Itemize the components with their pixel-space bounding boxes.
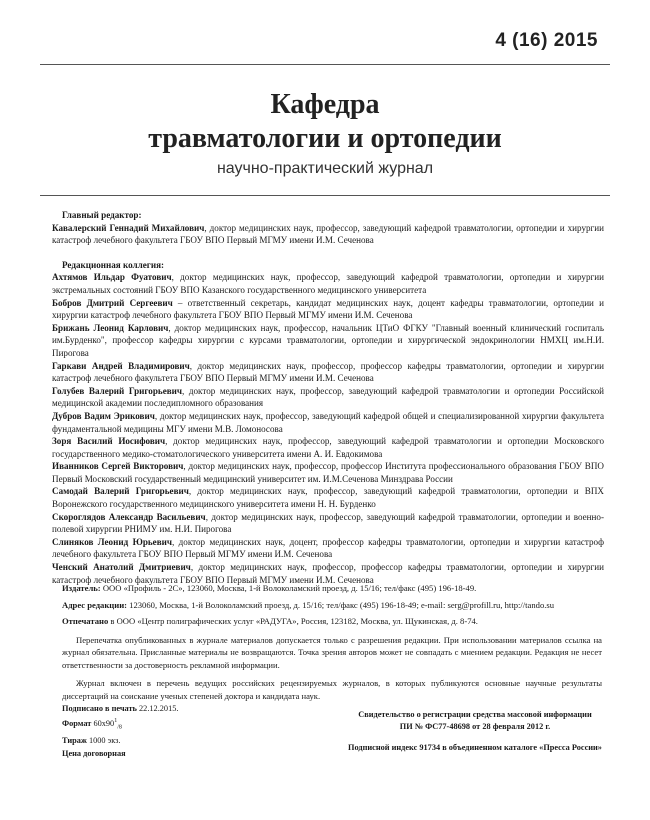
address-line [62,599,602,612]
board-member-name: Голубев Валерий Григорьевич [52,385,183,396]
board-member-name: Ахтямов Ильдар Фуатович [52,272,172,283]
board-member [52,485,604,510]
board-member-name: Зоря Василий Иосифович [52,436,166,447]
board-member [52,435,604,460]
board-member [52,410,604,435]
format-label: Формат [62,718,92,728]
printed-line [62,615,602,628]
board-member-name: Иванников Сергей Викторович [52,461,184,472]
circulation-value: 1000 экз. [86,736,121,746]
board-member-desc: , доктор медицинских наук, профессор, заведующий кафедрой травматологии, ортопедии и военно-полевой хирургии РНИМУ им. Н.И. Пирогова [52,511,604,535]
board-heading: Редакционная коллегия: [62,259,165,270]
board-member-desc: , доктор медицинских наук, профессор, профессор кафедры травматологии, ортопедии и хирургии катастроф лечебного факультета ГБОУ ВПО Первый МГМУ имени И.М. Сеченова [52,562,604,585]
board-member-desc: – ответственный секретарь, кандидат медицинских наук, доцент кафедры травматологии, ортопедии и хирургии катастроф лечебного факультета ГБОУ ВПО Первый МГМУ имени И.М. Сеченова [52,297,604,321]
registration-line1: Свидетельство о регистрации средства массовой информации [358,710,592,719]
board-member-name: Брижань Леонид Карлович [52,322,169,333]
board-member-desc: , доктор медицинских наук, профессор, заведующий кафедрой травматологии, ортопедии и хирургии экстремальных состояний ГБОУ ВПО Казанского государственного медицинского университета [52,272,604,295]
signed-label: Подписано в печать [62,704,137,713]
registration-block [340,709,610,733]
format-sub: /8 [117,724,122,731]
printed-label: Отпечатано [62,616,109,626]
board-member-desc: , доктор медицинских наук, профессор, заведующий кафедрой травматологии и ортопедии Российской медицинской академии последипломного образования [52,385,605,409]
signed-line [62,702,178,715]
board-member-name: Гаркави Андрей Владимирович [52,360,190,371]
format-value: 60х90 [91,718,115,728]
editor-in-chief-entry [52,222,604,247]
board-member-name: Самодай Валерий Григорьевич [52,486,189,497]
price-line [62,747,178,760]
board-member [52,322,604,360]
board-member [52,511,604,536]
publisher-text: ООО «Профиль - 2С», 123060, Москва, 1-й Волоколамский проезд, д. 15/16; тел/факс (495) 196-18-49. [100,583,477,593]
editorial-board-section [52,209,604,586]
printed-text: в ООО «Центр полиграфических услуг «РАДУГА», Россия, 123182, Москва, ул. Щукинская, д. 8-74. [108,616,478,626]
board-member-name: Бобров Дмитрий Сергеевич [52,297,173,308]
board-member [52,297,604,322]
title-divider [40,195,610,196]
board-member-name: Ченский Анатолий Дмитриевич [52,562,191,573]
board-member-name: Дубров Вадим Эрикович [52,410,155,421]
imprint-block [62,702,178,760]
address-label: Адрес редакции: [62,599,128,610]
format-line [62,715,178,734]
address-text: 123060, Москва, 1-й Волоколамский проезд, д. 15/16; тел/факс (495) 196-18-49; e-mail: serg@profill.ru, http://tando.su [127,599,555,610]
board-member-name: Слиняков Леонид Юрьевич [52,536,172,547]
board-member-desc: , доктор медицинских наук, профессор, заведующий кафедрой травматологии, ортопедии и ВПХ Воронежского государственного медицинского университета имени Н. Н. Бурденко [52,486,605,510]
board-member-name: Скороглядов Александр Васильевич [52,511,206,522]
publication-info [62,582,602,702]
board-member-desc: , доктор медицинских наук, профессор, заведующий кафедрой травматологии и ортопедии Московского государственного медико-стоматологического университета имени А. И. Евдокимова [52,436,604,459]
board-member [52,536,604,561]
reprint-note: Перепечатка опубликованных в журнале материалов допускается только с разрешения редакции. При использовании материалов ссылка на журнал обязательна. Присланные материалы не возвращаются. Точка зрения авторов может не совпадать с мнением редакции. Редакция не несет ответственности за достоверность рекламной информации. [62,634,602,670]
board-member-desc: , доктор медицинских наук, профессор, профессор кафедры травматологии, ортопедии и хирургии катастроф лечебного факультета ГБОУ ВПО Первый МГМУ имени И.М. Сеченова [52,360,605,384]
format-sup: 1 [114,718,118,724]
board-member [52,460,604,485]
editor-in-chief-desc: , доктор медицинских наук, профессор, заведующий кафедрой травматологии, ортопедии и хирургии катастроф лечебного факультета ГБОУ ВПО Первый МГМУ имени И.М. Сеченова [52,222,605,246]
publisher-line [62,582,602,595]
publisher-label: Издатель: [62,583,101,593]
board-member-desc: , доктор медицинских наук, профессор, начальник ЦТиО ФГКУ "Главный военный клинический госпиталь им.Бурденко", профессор кафедры хирургии с курсами травматологии, ортопедии и хирургической эндокринологии НМХЦ им.Н.И. Пирогова [52,322,604,358]
journal-subtitle: научно-практический журнал [216,160,434,177]
journal-title-line1: Кафедра [270,89,380,120]
board-member-desc: , доктор медицинских наук, профессор, заведующий кафедрой общей и специализированной хирургии факультета фундаментальной медицины МГУ имени М.В. Ломоносова [52,410,604,434]
vak-note: Журнал включен в перечень ведущих российских рецензируемых журналов, в которых публикуются основные научные результаты диссертаций на соискание ученых степеней доктора и кандидата наук. [62,678,602,701]
registration-line2: ПИ № ФС77-48698 от 28 февраля 2012 г. [399,722,551,731]
board-member [52,360,604,385]
board-member [52,385,604,410]
editor-in-chief-name: Кавалерский Геннадий Михайлович [52,222,205,233]
board-member [52,271,604,296]
board-member-desc: , доктор медицинских наук, доцент, профессор кафедры травматологии, ортопедии и хирургии катастроф лечебного факультета ГБОУ ВПО Первый МГМУ имени И.М. Сеченова [52,536,604,560]
circulation-label: Тираж [62,736,87,746]
board-member-desc: , доктор медицинских наук, профессор, профессор Института профессионального образования ГБОУ ВПО Первый Московский государственный медицинский университет им. И.М.Сеченова Минздрава России [52,461,604,484]
top-divider [40,64,610,65]
circulation-line [62,734,178,747]
journal-title-line2: травматологии и ортопедии [148,123,502,154]
subscription-index: Подписной индекс 91734 в объединенном каталоге «Пресса России» [348,743,602,752]
editor-in-chief-heading: Главный редактор: [62,210,142,220]
issue-number: 4 (16) 2015 [495,30,598,51]
journal-title [0,88,650,156]
price: Цена договорная [62,749,126,759]
signed-value: 22.12.2015. [136,704,179,713]
